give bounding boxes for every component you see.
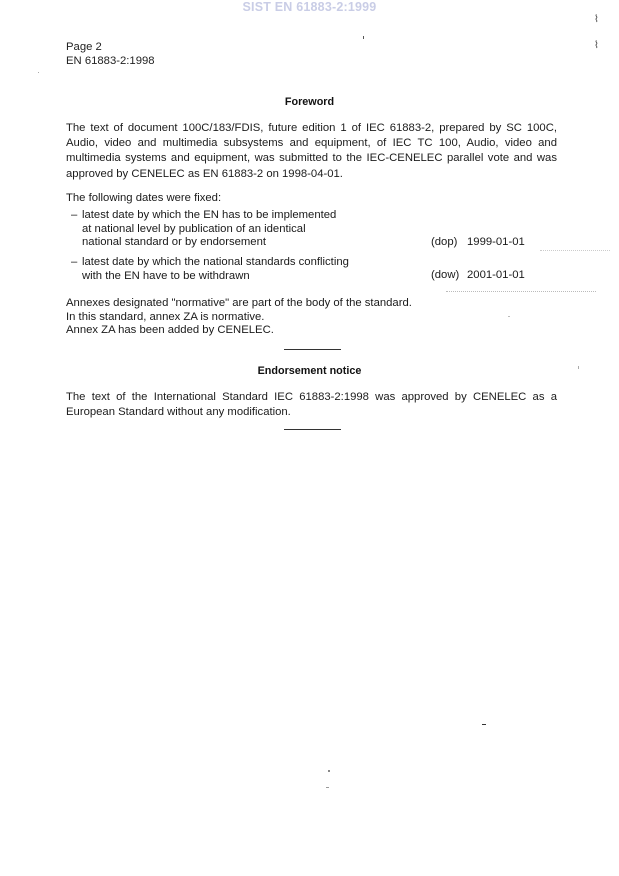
section-divider (284, 349, 341, 350)
paragraph-line: Audio, video and multimedia subsystems and equipment, of IEC TC 100, Audio, video and (66, 137, 557, 150)
scan-speck (326, 787, 329, 788)
scan-speck (328, 770, 330, 772)
endorsement-paragraph (66, 390, 557, 420)
scan-noise (540, 250, 610, 251)
date-description (82, 209, 412, 250)
dates-intro: The following dates were fixed: (66, 192, 222, 204)
scan-speck (363, 36, 364, 39)
annex-line: Annex ZA has been added by CENELEC. (66, 324, 274, 336)
description-line: latest date by which the national standards conflicting (82, 256, 349, 268)
date-description (82, 256, 412, 283)
section-divider (284, 429, 341, 430)
foreword-heading: Foreword (284, 96, 335, 108)
date-value: 2001-01-01 (467, 269, 525, 281)
paragraph-line: approved by CENELEC as EN 61883-2 on 1998-04-01. (66, 167, 343, 180)
date-item-dow (66, 256, 566, 284)
page-header (66, 40, 155, 68)
list-dash: – (71, 256, 78, 268)
description-line: latest date by which the EN has to be implemented (82, 209, 337, 221)
standard-identifier: EN 61883-2:1998 (66, 55, 155, 67)
foreword-paragraph (66, 121, 557, 182)
scan-speck (38, 72, 39, 73)
scan-noise (446, 291, 596, 292)
endorsement-heading: Endorsement notice (257, 365, 362, 377)
scan-speck (482, 724, 486, 725)
date-code: (dow) (431, 269, 460, 281)
date-item-dop (66, 209, 566, 251)
document-watermark: SIST EN 61883-2:1999 (242, 0, 377, 14)
date-value: 1999-01-01 (467, 236, 525, 248)
page-number: Page 2 (66, 41, 102, 53)
paragraph-line: The text of the International Standard IEC 61883-2:1998 was approved by CENELEC as a (66, 391, 557, 403)
scan-speck (578, 366, 579, 369)
description-line: with the EN have to be withdrawn (82, 269, 250, 282)
paragraph-line: European Standard without any modification. (66, 406, 291, 419)
annex-statements (66, 297, 412, 338)
scan-speck (508, 316, 510, 317)
date-code: (dop) (431, 236, 458, 248)
scan-mark: ⌇ (594, 40, 599, 51)
scan-mark: ⌇ (594, 14, 599, 25)
description-line: national standard or by endorsement (82, 236, 267, 248)
annex-line: Annexes designated "normative" are part of the body of the standard. (66, 297, 412, 309)
annex-line: In this standard, annex ZA is normative. (66, 310, 265, 323)
list-dash: – (71, 209, 78, 221)
paragraph-line: multimedia systems and equipment, was submitted to the IEC-CENELEC parallel vote and was (66, 152, 557, 165)
description-line: at national level by publication of an identical (82, 222, 306, 235)
paragraph-line: The text of document 100C/183/FDIS, future edition 1 of IEC 61883-2, prepared by SC 100C, (66, 122, 557, 134)
